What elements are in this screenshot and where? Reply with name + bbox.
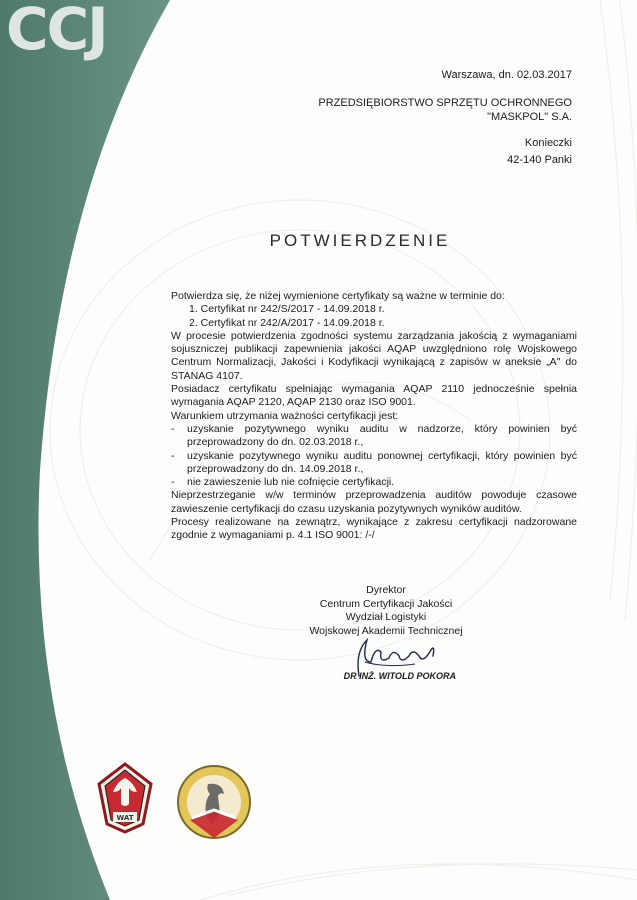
bullet-dash: - [171, 476, 175, 489]
condition-text: nie zawieszenie lub nie cofnięcie certyfikacji. [187, 476, 395, 489]
signatory-unit: Centrum Certyfikacji Jakości [319, 597, 453, 610]
condition-item [171, 450, 577, 477]
signatory-department: Wydział Logistyki [345, 611, 427, 623]
paragraph-external: Procesy realizowane na zewnątrz, wynikające z zakresu certyfikacji nadzorowane zgodnie z wymaganiami p. 4.1 ISO 9001: /-/ [171, 516, 577, 542]
condition-item [171, 423, 577, 450]
condition-text: uzyskanie pozytywnego wyniku auditu ponownej certyfikacji, który powinien być przeprowadzony do dn. 14.09.2018 r., [187, 449, 577, 475]
condition-item [171, 476, 577, 489]
company-name-line1: PRZEDSIĘBIORSTWO SPRZĘTU OCHRONNEGO [318, 97, 572, 109]
eagle-seal-icon [174, 764, 254, 842]
signatory-name: DR INŻ. WITOLD POKORA [343, 671, 456, 681]
paragraph-holder: Posiadacz certyfikatu spełniając wymagania AQAP 2110 jednocześnie spełnia wymagania AQAP 2120, AQAP 2130 oraz ISO 9001. [171, 383, 577, 409]
intro-text: Potwierdza się, że niżej wymienione certyfikaty są ważne w terminie do: [171, 290, 505, 302]
signatory-title: Dyrektor [366, 584, 406, 596]
certificate-item: 2. Certyfikat nr 242/A/2017 - 14.09.2018 r. [189, 316, 385, 329]
document-body [171, 290, 577, 543]
signatory-institution: Wojskowej Akademii Technicznej [309, 624, 463, 637]
paragraph-aqap: W procesie potwierdzenia zgodności systemu zarządzania jakością z wymaganiami sojuszniczej publikacji zapewnienia jakości AQAP uwzględniono rolę Wojskowego Centrum Normalizacji, Jakości i Kodyfikacji wynikającą z zapisów w aneksie „A" do STANAG 4107. [171, 329, 577, 382]
condition-text: uzyskanie pozytywnego wyniku auditu w nadzorze, który powinien być przeprowadzony do dn. 02.03.2018 r., [187, 422, 577, 449]
date-line: Warszawa, dn. 02.03.2017 [441, 69, 572, 81]
ccj-logo: CCJ [6, 0, 107, 63]
paragraph-suspension: Nieprzestrzeganie w/w terminów przeprowadzenia auditów powoduje czasowe zawieszenie certyfikacji do czasu uzyskania pozytywnych wyników auditów. [171, 489, 577, 515]
address-line1: Konieczki [524, 137, 572, 149]
signature-block [300, 584, 472, 638]
certificate-item: 1. Certyfikat nr 242/S/2017 - 14.09.2018 r. [189, 303, 385, 316]
wat-emblem-icon [95, 762, 155, 834]
conditions-intro: Warunkiem utrzymania ważności certyfikacji jest: [171, 409, 399, 422]
bullet-dash: - [171, 449, 175, 462]
company-name-line2: "MASKPOL" S.A. [487, 111, 572, 123]
wat-emblem-label: WAT [116, 814, 134, 822]
bullet-dash: - [171, 422, 175, 435]
address-line2: 42-140 Panki [507, 154, 572, 166]
document-title: POTWIERDZENIE [269, 231, 451, 250]
